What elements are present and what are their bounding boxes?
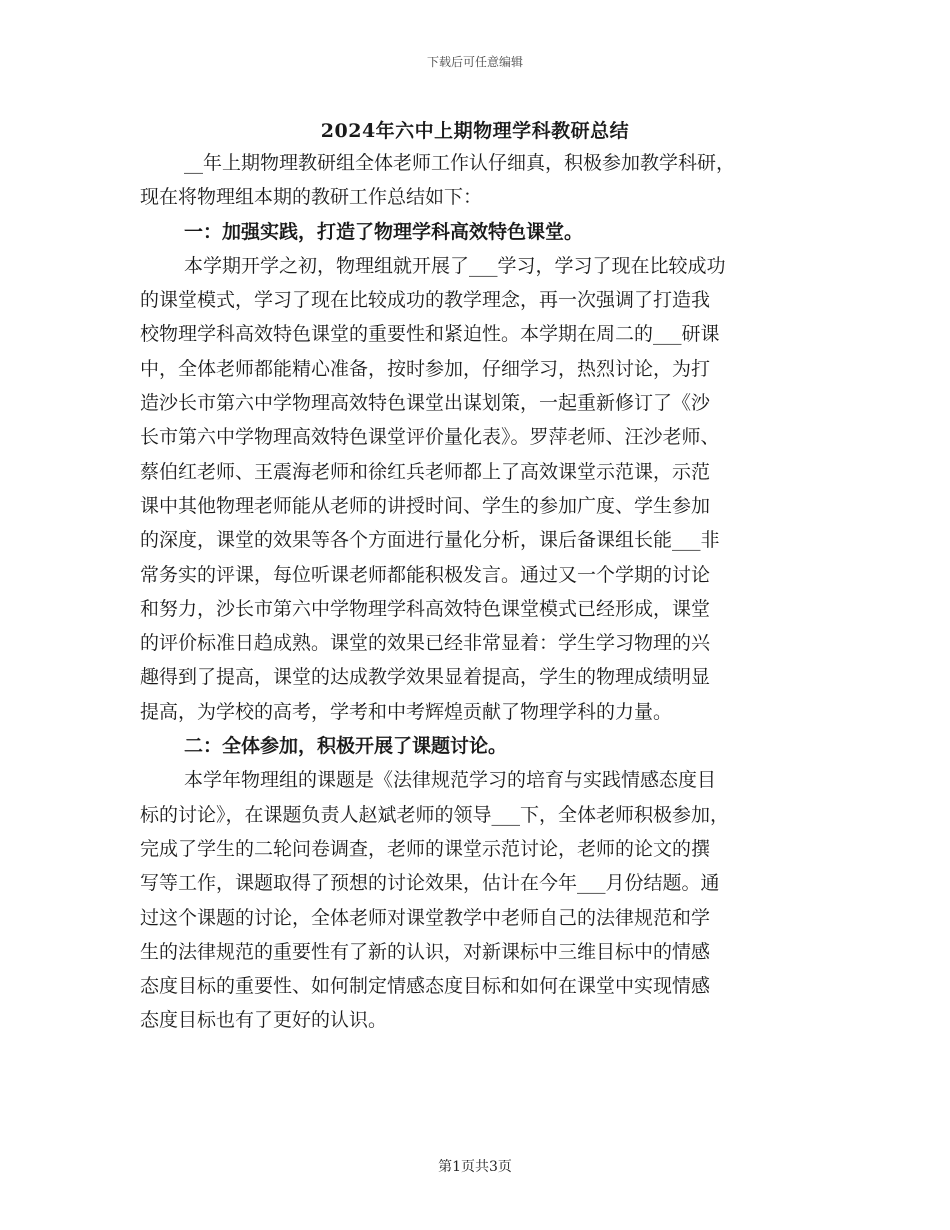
paragraph-line: 生的法律规范的重要性有了新的认识，对新课标中三维目标中的情感 — [140, 940, 711, 963]
document-body — [140, 146, 830, 1038]
paragraph-line: 提高，为学校的高考，学考和中考辉煌贡献了物理学科的力量。 — [140, 700, 673, 723]
paragraph-line: 态度目标的重要性、如何制定情感态度目标和如何在课堂中实现情感 — [140, 975, 711, 998]
section-heading-1: 一：加强实践，打造了物理学科高效特色课堂。 — [184, 220, 584, 243]
paragraph-line: 的评价标准日趋成熟。课堂的效果已经非常显着：学生学习物理的兴 — [140, 632, 711, 655]
paragraph-line: 蔡伯红老师、王震海老师和徐红兵老师都上了高效课堂示范课，示范 — [140, 460, 711, 483]
paragraph-line: 标的讨论》，在课题负责人赵斌老师的领导___下，全体老师积极参加， — [140, 803, 730, 826]
paragraph-line: 本学期开学之初，物理组就开展了___学习，学习了现在比较成功 — [184, 254, 726, 277]
paragraph-line: 的深度，课堂的效果等各个方面进行量化分析，课后备课组长能___非 — [140, 529, 720, 552]
paragraph-line: 长市第六中学物理高效特色课堂评价量化表》。罗萍老师、汪沙老师、 — [140, 426, 720, 449]
document-title: 2024年六中上期物理学科教研总结 — [320, 120, 630, 142]
section-heading-2: 二：全体参加，积极开展了课题讨论。 — [184, 735, 508, 758]
paragraph-line: 校物理学科高效特色课堂的重要性和紧迫性。本学期在周二的___研课 — [140, 323, 720, 346]
paragraph-line: 常务实的评课，每位听课老师都能积极发言。通过又一个学期的讨论 — [140, 563, 711, 586]
paragraph-line: 本学年物理组的课题是《法律规范学习的培育与实践情感态度目 — [184, 769, 717, 792]
paragraph-line: 趣得到了提高，课堂的达成教学效果显着提高，学生的物理成绩明显 — [140, 666, 711, 689]
paragraph-line: 完成了学生的二轮问卷调查，老师的课堂示范讨论，老师的论文的撰 — [140, 837, 711, 860]
paragraph-line: 中，全体老师都能精心准备，按时参加，仔细学习，热烈讨论，为打 — [140, 357, 711, 380]
paragraph-line: 写等工作，课题取得了预想的讨论效果，估计在今年___月份结题。通 — [140, 872, 720, 895]
paragraph-line: 的课堂模式，学习了现在比较成功的教学理念，再一次强调了打造我 — [140, 289, 711, 312]
paragraph-line: 课中其他物理老师能从老师的讲授时间、学生的参加广度、学生参加 — [140, 494, 711, 517]
page-number: 第1页共3页 — [438, 1159, 512, 1175]
paragraph-line: 和努力，沙长市第六中学物理学科高效特色课堂模式已经形成，课堂 — [140, 597, 711, 620]
paragraph-line: 造沙长市第六中学物理高效特色课堂出谋划策，一起重新修订了《沙 — [140, 392, 711, 415]
paragraph-line: 现在将物理组本期的教研工作总结如下： — [140, 186, 483, 209]
paragraph-line: 态度目标也有了更好的认识。 — [140, 1009, 388, 1032]
paragraph-line: 过这个课题的讨论，全体老师对课堂教学中老师自己的法律规范和学 — [140, 906, 711, 929]
download-note: 下载后可任意编辑 — [426, 55, 523, 69]
paragraph-line: __年上期物理教研组全体老师工作认仔细真，积极参加教学科研， — [184, 152, 736, 174]
